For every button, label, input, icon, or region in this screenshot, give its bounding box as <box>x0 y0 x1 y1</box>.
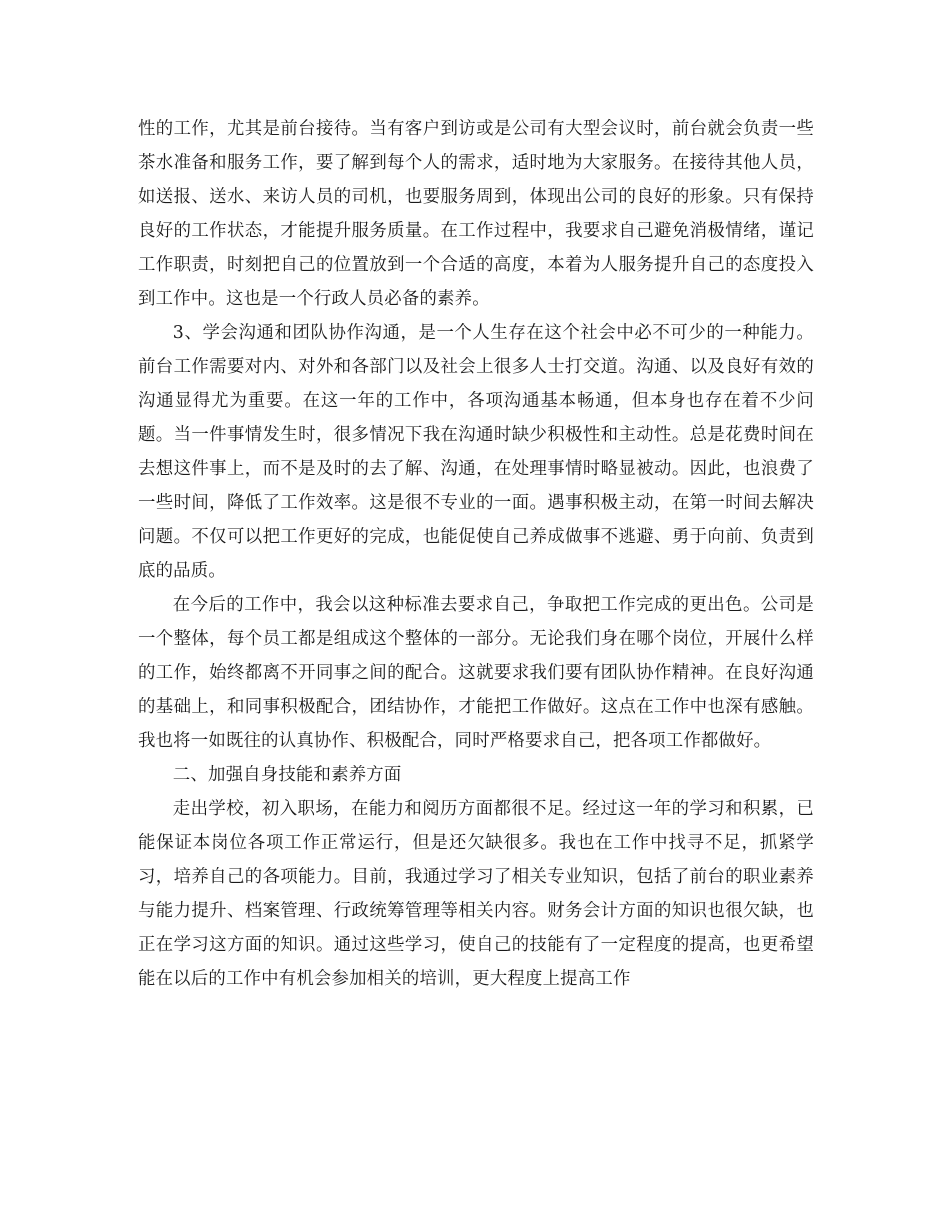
paragraph-future-work: 在今后的工作中，我会以这种标准去要求自己，争取把工作完成的更出色。公司是一个整体，每个员工都是组成这个整体的一部分。无论我们身在哪个岗位，开展什么样的工作，始终都离不开同事之间的配合。这就要求我们要有团队协作精神。在良好沟通的基础上，和同事积极配合，团结协作，才能把工作做好。这点在工作中也深有感触。我也将一如既往的认真协作、积极配合，同时严格要求自己，把各项工作都做好。 <box>138 595 814 751</box>
paragraph-continuation: 性的工作，尤其是前台接待。当有客户到访或是公司有大型会议时，前台就会负责一些茶水准备和服务工作，要了解到每个人的需求，适时地为大家服务。在接待其他人员，如送报、送水、来访人员的司机，也要服务周到，体现出公司的良好的形象。只有保持良好的工作状态，才能提升服务质量。在工作过程中，我要求自己避免消极情绪，谨记工作职责，时刻把自己的位置放到一个合适的高度，本着为人服务提升自己的态度投入到工作中。这也是一个行政人员必备的素养。 <box>138 119 814 309</box>
document-body <box>138 112 814 996</box>
section-heading-skills: 二、加强自身技能和素养方面 <box>172 765 402 785</box>
paragraph-communication-teamwork: 3、学会沟通和团队协作沟通，是一个人生存在这个社会中必不可少的一种能力。前台工作需要对内、对外和各部门以及社会上很多人士打交道。沟通、以及良好有效的沟通显得尤为重要。在这一年的工作中，各项沟通基本畅通，但本身也存在着不少问题。当一件事情发生时，很多情况下我在沟通时缺少积极性和主动性。总是花费时间在去想这件事上，而不是及时的去了解、沟通，在处理事情时略显被动。因此，也浪费了一些时间，降低了工作效率。这是很不专业的一面。遇事积极主动，在第一时间去解决问题。不仅可以把工作更好的完成，也能促使自己养成做事不逃避、勇于向前、负责到底的品质。 <box>138 323 814 581</box>
paragraph-skills-learning: 走出学校，初入职场，在能力和阅历方面都很不足。经过这一年的学习和积累，已能保证本岗位各项工作正常运行，但是还欠缺很多。我也在工作中找寻不足，抓紧学习，培养自己的各项能力。目前，我通过学习了相关专业知识，包括了前台的职业素养与能力提升、档案管理、行政统筹管理等相关内容。财务会计方面的知识也很欠缺，也正在学习这方面的知识。通过这些学习，使自己的技能有了一定程度的提高，也更希望能在以后的工作中有机会参加相关的培训，更大程度上提高工作 <box>138 799 814 989</box>
